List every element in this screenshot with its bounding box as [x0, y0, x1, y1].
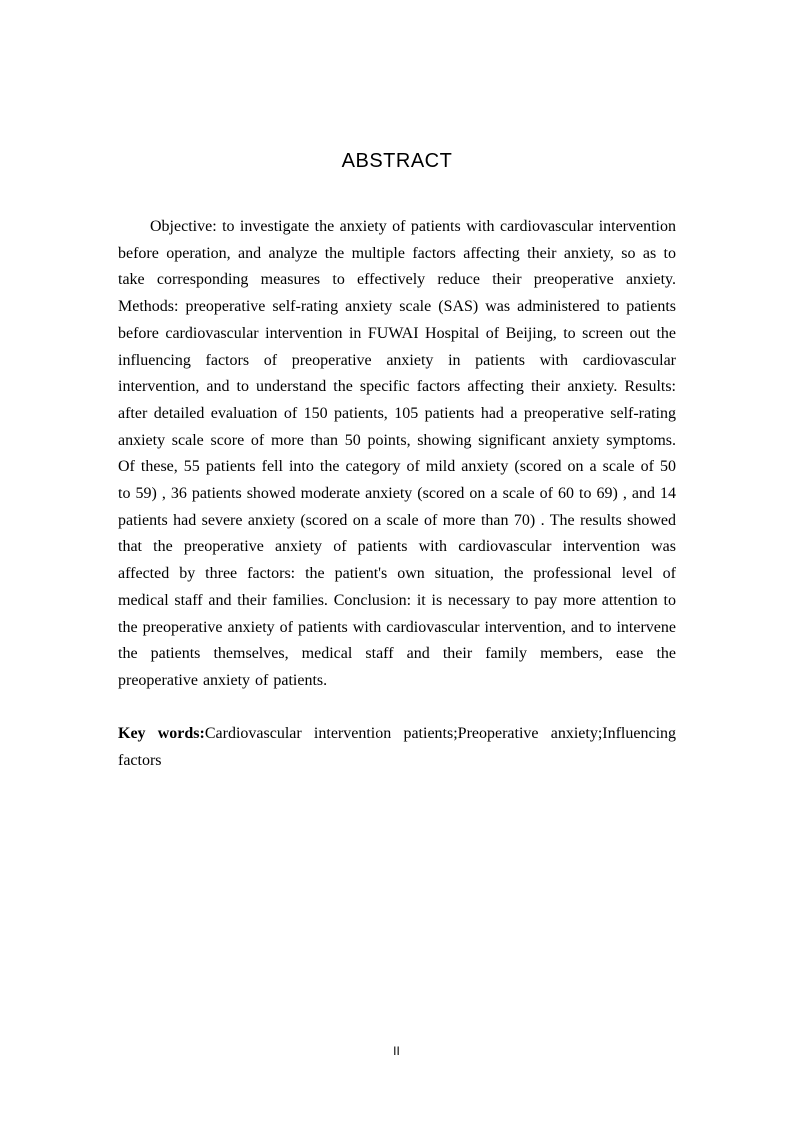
page-number: II	[393, 1044, 400, 1058]
page-title: ABSTRACT	[341, 150, 453, 172]
abstract-paragraph: Objective: to investigate the anxiety of patients with cardiovascular intervention before operation, and analyze the multiple factors affecting their anxiety, so as to take corresponding measures to effectively reduce their preoperative anxiety. Methods: preoperative self-rating anxiety scale (SAS) was administered to patients before cardiovascular intervention in FUWAI Hospital of Beijing, to screen out the influencing factors of preoperative anxiety in patients with cardiovascular intervention, and to understand the specific factors affecting their anxiety. Results: after detailed evaluation of 150 patients, 105 patients had a preoperative self-rating anxiety scale score of more than 50 points, showing significant anxiety symptoms. Of these, 55 patients fell into the category of mild anxiety (scored on a scale of 50 to 59) , 36 patients showed moderate anxiety (scored on a scale of 60 to 69) , and 14 patients had severe anxiety (scored on a scale of more than 70) . The results showed that the preoperative anxiety of patients with cardiovascular intervention was affected by three factors: the patient's own situation, the professional level of medical staff and their families. Conclusion: it is necessary to pay more attention to the preoperative anxiety of patients with cardiovascular intervention, and to intervene the patients themselves, medical staff and their family members, ease the preoperative anxiety of patients.	[118, 218, 676, 689]
keywords-paragraph	[118, 721, 676, 774]
keywords-label: Key words:	[118, 725, 205, 743]
keywords-text: Cardiovascular intervention patients;Preoperative anxiety;Influencing factors	[118, 725, 677, 770]
